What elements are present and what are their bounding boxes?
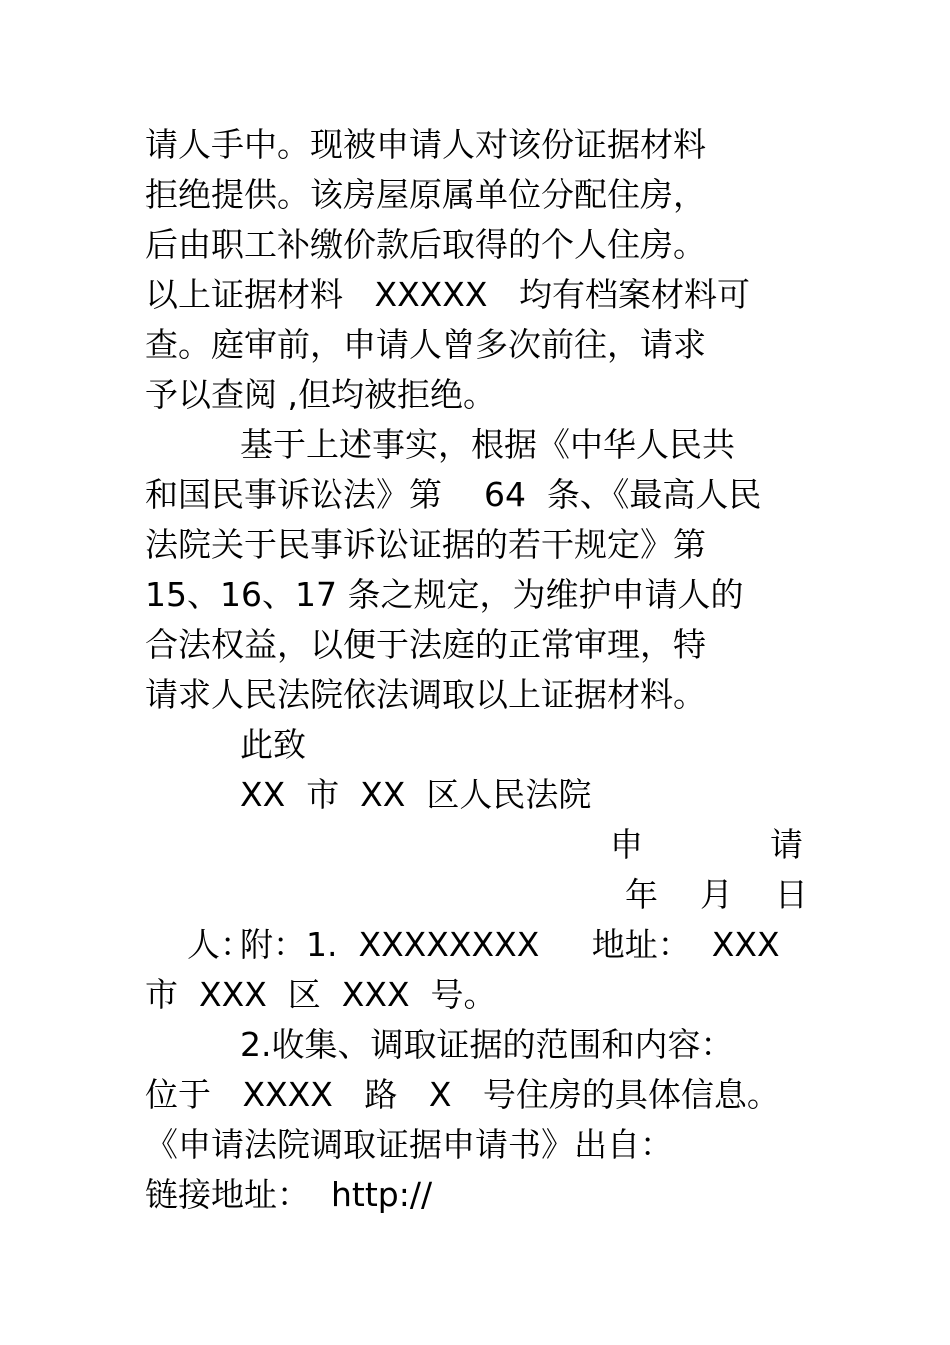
link-line: 链接地址： http:// [145,1175,433,1214]
signature-applicant-part2: 请 [770,825,803,864]
attachment-line-3: 2.收集、调取证据的范围和内容： [240,1025,734,1064]
signature-applicant-line [145,820,805,870]
salutation: 此致 [240,725,306,764]
body-line-8: 和国民事诉讼法》第 64 条、《最高人民 [145,475,762,514]
signature-applicant-part1: 申 [610,825,643,864]
body-line-1: 请人手中。现被申请人对该份证据材料 [145,125,706,164]
body-line-9: 法院关于民事诉讼证据的若干规定》第 [145,525,706,564]
attachment-line-2: 市 XXX 区 XXX 号。 [145,975,497,1014]
paragraph-start-line: 基于上述事实，根据《中华人民共 [240,425,735,464]
signature-date: 年 月 日 [625,875,808,914]
attachment-line-4: 位于 XXXX 路 X 号住房的具体信息。 [145,1075,780,1114]
attachment-line-1: 附：1. XXXXXXXX 地址： XXX [240,925,780,964]
source-line: 《申请法院调取证据申请书》出自： [145,1125,673,1164]
body-line-5: 查。庭审前，申请人曾多次前往，请求 [145,325,706,364]
signature-applicant-suffix: 人： [186,925,253,964]
body-line-12: 请求人民法院依法调取以上证据材料。 [145,675,706,714]
body-line-4: 以上证据材料 XXXXX 均有档案材料可 [145,275,750,314]
body-line-11: 合法权益，以便于法庭的正常审理，特 [145,625,706,664]
body-line-6: 予以查阅 ,但均被拒绝。 [145,375,496,414]
body-line-3: 后由职工补缴价款后取得的个人住房。 [145,225,706,264]
body-line-10: 15、16、17 条之规定，为维护申请人的 [145,575,744,614]
court-name: XX 市 XX 区人民法院 [240,775,592,814]
body-line-2: 拒绝提供。该房屋原属单位分配住房， [145,175,706,214]
